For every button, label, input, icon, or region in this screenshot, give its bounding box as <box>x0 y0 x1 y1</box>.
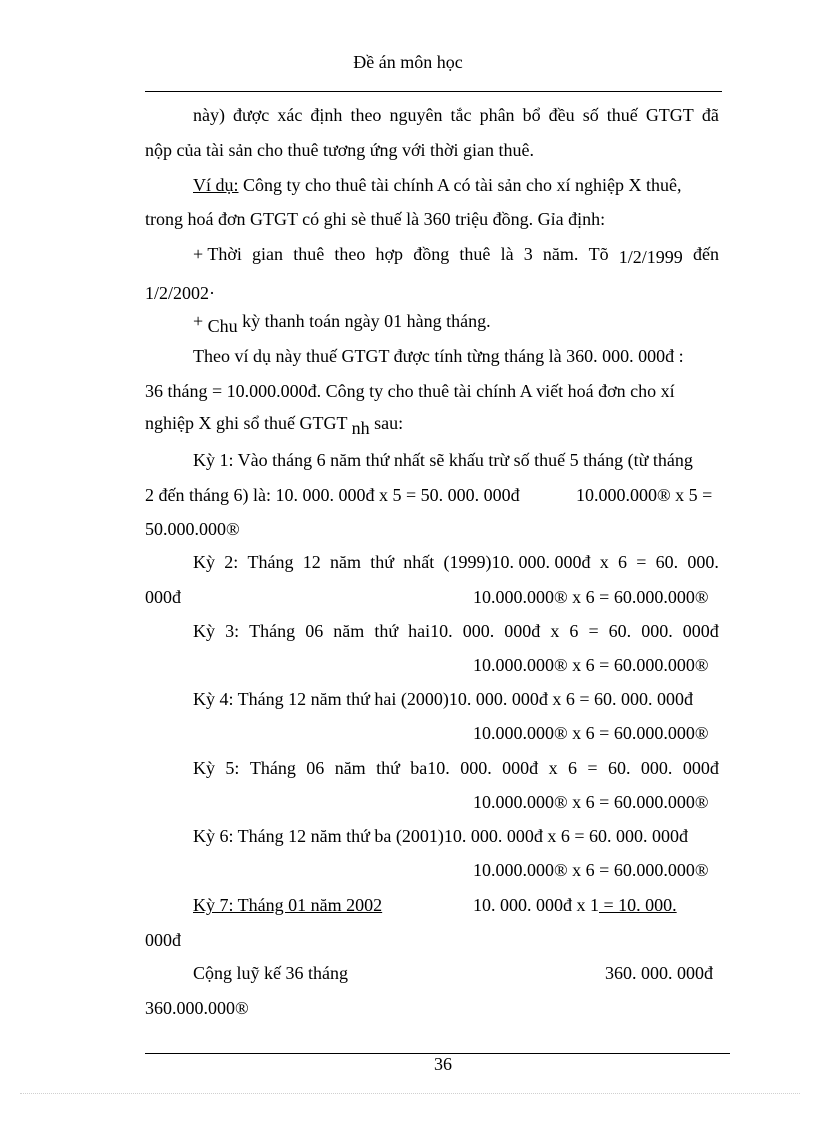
word: 12 <box>302 552 321 572</box>
period-5-line <box>193 757 719 779</box>
period-5-calc-alt: 10.000.000® x 6 = 60.000.000® <box>473 792 709 812</box>
word: 000đ <box>504 621 541 641</box>
payment-cycle-line <box>193 310 491 336</box>
word: 000. <box>460 758 492 778</box>
paragraph-line: Theo ví dụ này thuế GTGT được tính từng tháng là 360. 000. 000đ : <box>193 346 684 366</box>
text-fragment: kỳ thanh toán ngày 01 hàng tháng. <box>237 311 491 331</box>
word: x <box>599 552 609 572</box>
word: 000đ <box>682 758 719 778</box>
word: 1/2/1999 <box>618 247 683 267</box>
period-2-calc-alt: 10.000.000® x 6 = 60.000.000® <box>473 587 709 607</box>
word: Kỳ <box>193 758 215 778</box>
period-4-line: Kỳ 4: Tháng 12 năm thứ hai (2000)10. 000. 000đ x 6 = 60. 000. 000đ <box>193 689 694 709</box>
text-fragment: + <box>193 311 208 331</box>
word: định <box>310 105 343 125</box>
text-fragment: = 10. 000. <box>599 895 677 915</box>
example-text: Công ty cho thuê tài chính A có tài sản cho xí nghiệp X thuê, <box>238 175 682 195</box>
word: x <box>548 758 558 778</box>
period-4-calc-alt: 10.000.000® x 6 = 60.000.000® <box>473 723 709 743</box>
word: Kỳ <box>193 552 215 572</box>
word: = <box>636 552 647 572</box>
word: 3: <box>225 621 240 641</box>
word: Kỳ <box>193 621 215 641</box>
word: bổ <box>522 105 541 125</box>
page-number: 36 <box>434 1054 452 1074</box>
word: theo <box>334 244 366 264</box>
word: đã <box>701 105 719 125</box>
word: 5: <box>225 758 240 778</box>
paragraph-line: 36 tháng = 10.000.000đ. Công ty cho thuê tài chính A viết hoá đơn cho xí <box>145 381 675 401</box>
word: năm <box>330 552 361 572</box>
word: = <box>588 621 599 641</box>
lease-term-line <box>193 243 719 265</box>
word: đều <box>548 105 575 125</box>
period-2-wrap: 000đ <box>145 587 181 607</box>
word: đồng <box>413 244 450 264</box>
word: 06 <box>306 758 325 778</box>
total-value: 360. 000. 000đ <box>605 963 713 983</box>
text-fragment: sau: <box>369 413 404 433</box>
word: thứ <box>376 758 400 778</box>
text-fragment: 10. 000. 000đ x 1 <box>473 895 599 915</box>
word: này) <box>193 105 225 125</box>
period-2-line <box>193 551 719 573</box>
word: thứ <box>370 552 395 572</box>
page-edge-dots <box>20 1093 800 1094</box>
word: Tháng <box>249 758 296 778</box>
paragraph-line: nộp của tài sản cho thuê tương ứng với thời gian thuê. <box>145 140 534 160</box>
word: 6 <box>569 621 579 641</box>
word: x <box>550 621 560 641</box>
period-1-result: 50.000.000® <box>145 519 240 539</box>
paragraph-line: trong hoá đơn GTGT có ghi sè thuế là 360 triệu đồng. Gỉa định: <box>145 209 606 229</box>
period-6-calc-alt: 10.000.000® x 6 = 60.000.000® <box>473 860 709 880</box>
text-fragment: nh <box>351 418 370 438</box>
word: theo <box>350 105 382 125</box>
total-label: Cộng luỹ kế 36 tháng <box>193 963 348 983</box>
word: thuê <box>459 244 491 264</box>
period-1-calc-alt: 10.000.000® x 5 = <box>576 485 713 505</box>
word: (1999)10. 000. 000đ <box>443 552 591 572</box>
word: 000đ <box>502 758 539 778</box>
page-header-title: Đề án môn học <box>353 52 463 72</box>
example-line <box>193 174 681 196</box>
word: 6 <box>618 552 628 572</box>
period-3-calc-alt: 10.000.000® x 6 = 60.000.000® <box>473 655 709 675</box>
word: nguyên <box>389 105 443 125</box>
word: số <box>582 105 599 125</box>
header-rule <box>145 91 722 92</box>
word: thứ <box>374 621 399 641</box>
word: năm <box>334 758 366 778</box>
word: 60. <box>655 552 679 572</box>
word: phân <box>479 105 515 125</box>
period-3-line <box>193 620 719 642</box>
text-fragment: nghiệp X ghi sổ thuế GTGT <box>145 413 352 433</box>
word: năm <box>333 621 365 641</box>
text-fragment: Chu <box>207 316 238 336</box>
word: xác <box>277 105 303 125</box>
period-6-line: Kỳ 6: Tháng 12 năm thứ ba (2001)10. 000. 000đ x 6 = 60. 000. 000đ <box>193 826 689 846</box>
word: được <box>233 105 270 125</box>
total-wrap: 360.000.000® <box>145 998 249 1018</box>
word: thuế <box>606 105 638 125</box>
word: đến <box>692 244 719 264</box>
word: 000. <box>641 621 673 641</box>
word: 000đ <box>682 621 719 641</box>
period-7-label: Kỳ 7: Tháng 01 năm 2002 <box>193 895 383 915</box>
word: ba10. <box>410 758 450 778</box>
word: năm. <box>542 244 579 264</box>
word: thuê <box>293 244 325 264</box>
word: 60. <box>607 758 631 778</box>
word: 06 <box>305 621 324 641</box>
paragraph-line: 1/2/2002· <box>145 283 215 303</box>
word: Tõ <box>588 244 609 264</box>
example-label: Ví dụ: <box>193 175 239 195</box>
word: GTGT <box>645 105 694 125</box>
period-1-line: Kỳ 1: Vào tháng 6 năm thứ nhất sẽ khấu trừ số thuế 5 tháng (từ tháng <box>193 450 693 470</box>
word: 000. <box>640 758 673 778</box>
word: 000. <box>462 621 495 641</box>
word: hợp <box>375 244 404 264</box>
word: nhất <box>403 552 435 572</box>
period-7-calc <box>473 894 677 916</box>
word: 000. <box>687 552 719 572</box>
word: 3 <box>523 244 533 264</box>
word: tắc <box>450 105 472 125</box>
word: Tháng <box>249 621 296 641</box>
paragraph-line <box>145 412 404 438</box>
word: là <box>500 244 514 264</box>
word: 2: <box>224 552 239 572</box>
period-7-wrap: 000đ <box>145 930 181 950</box>
word: hai10. <box>408 621 453 641</box>
paragraph-line <box>193 104 719 126</box>
word: 60. <box>608 621 632 641</box>
word: gian <box>252 244 284 264</box>
period-1-calc: 2 đến tháng 6) là: 10. 000. 000đ x 5 = 50. 000. 000đ <box>145 485 520 505</box>
word: = <box>587 758 598 778</box>
word: Tháng <box>247 552 294 572</box>
word: + Thời <box>193 244 242 264</box>
word: 6 <box>567 758 577 778</box>
